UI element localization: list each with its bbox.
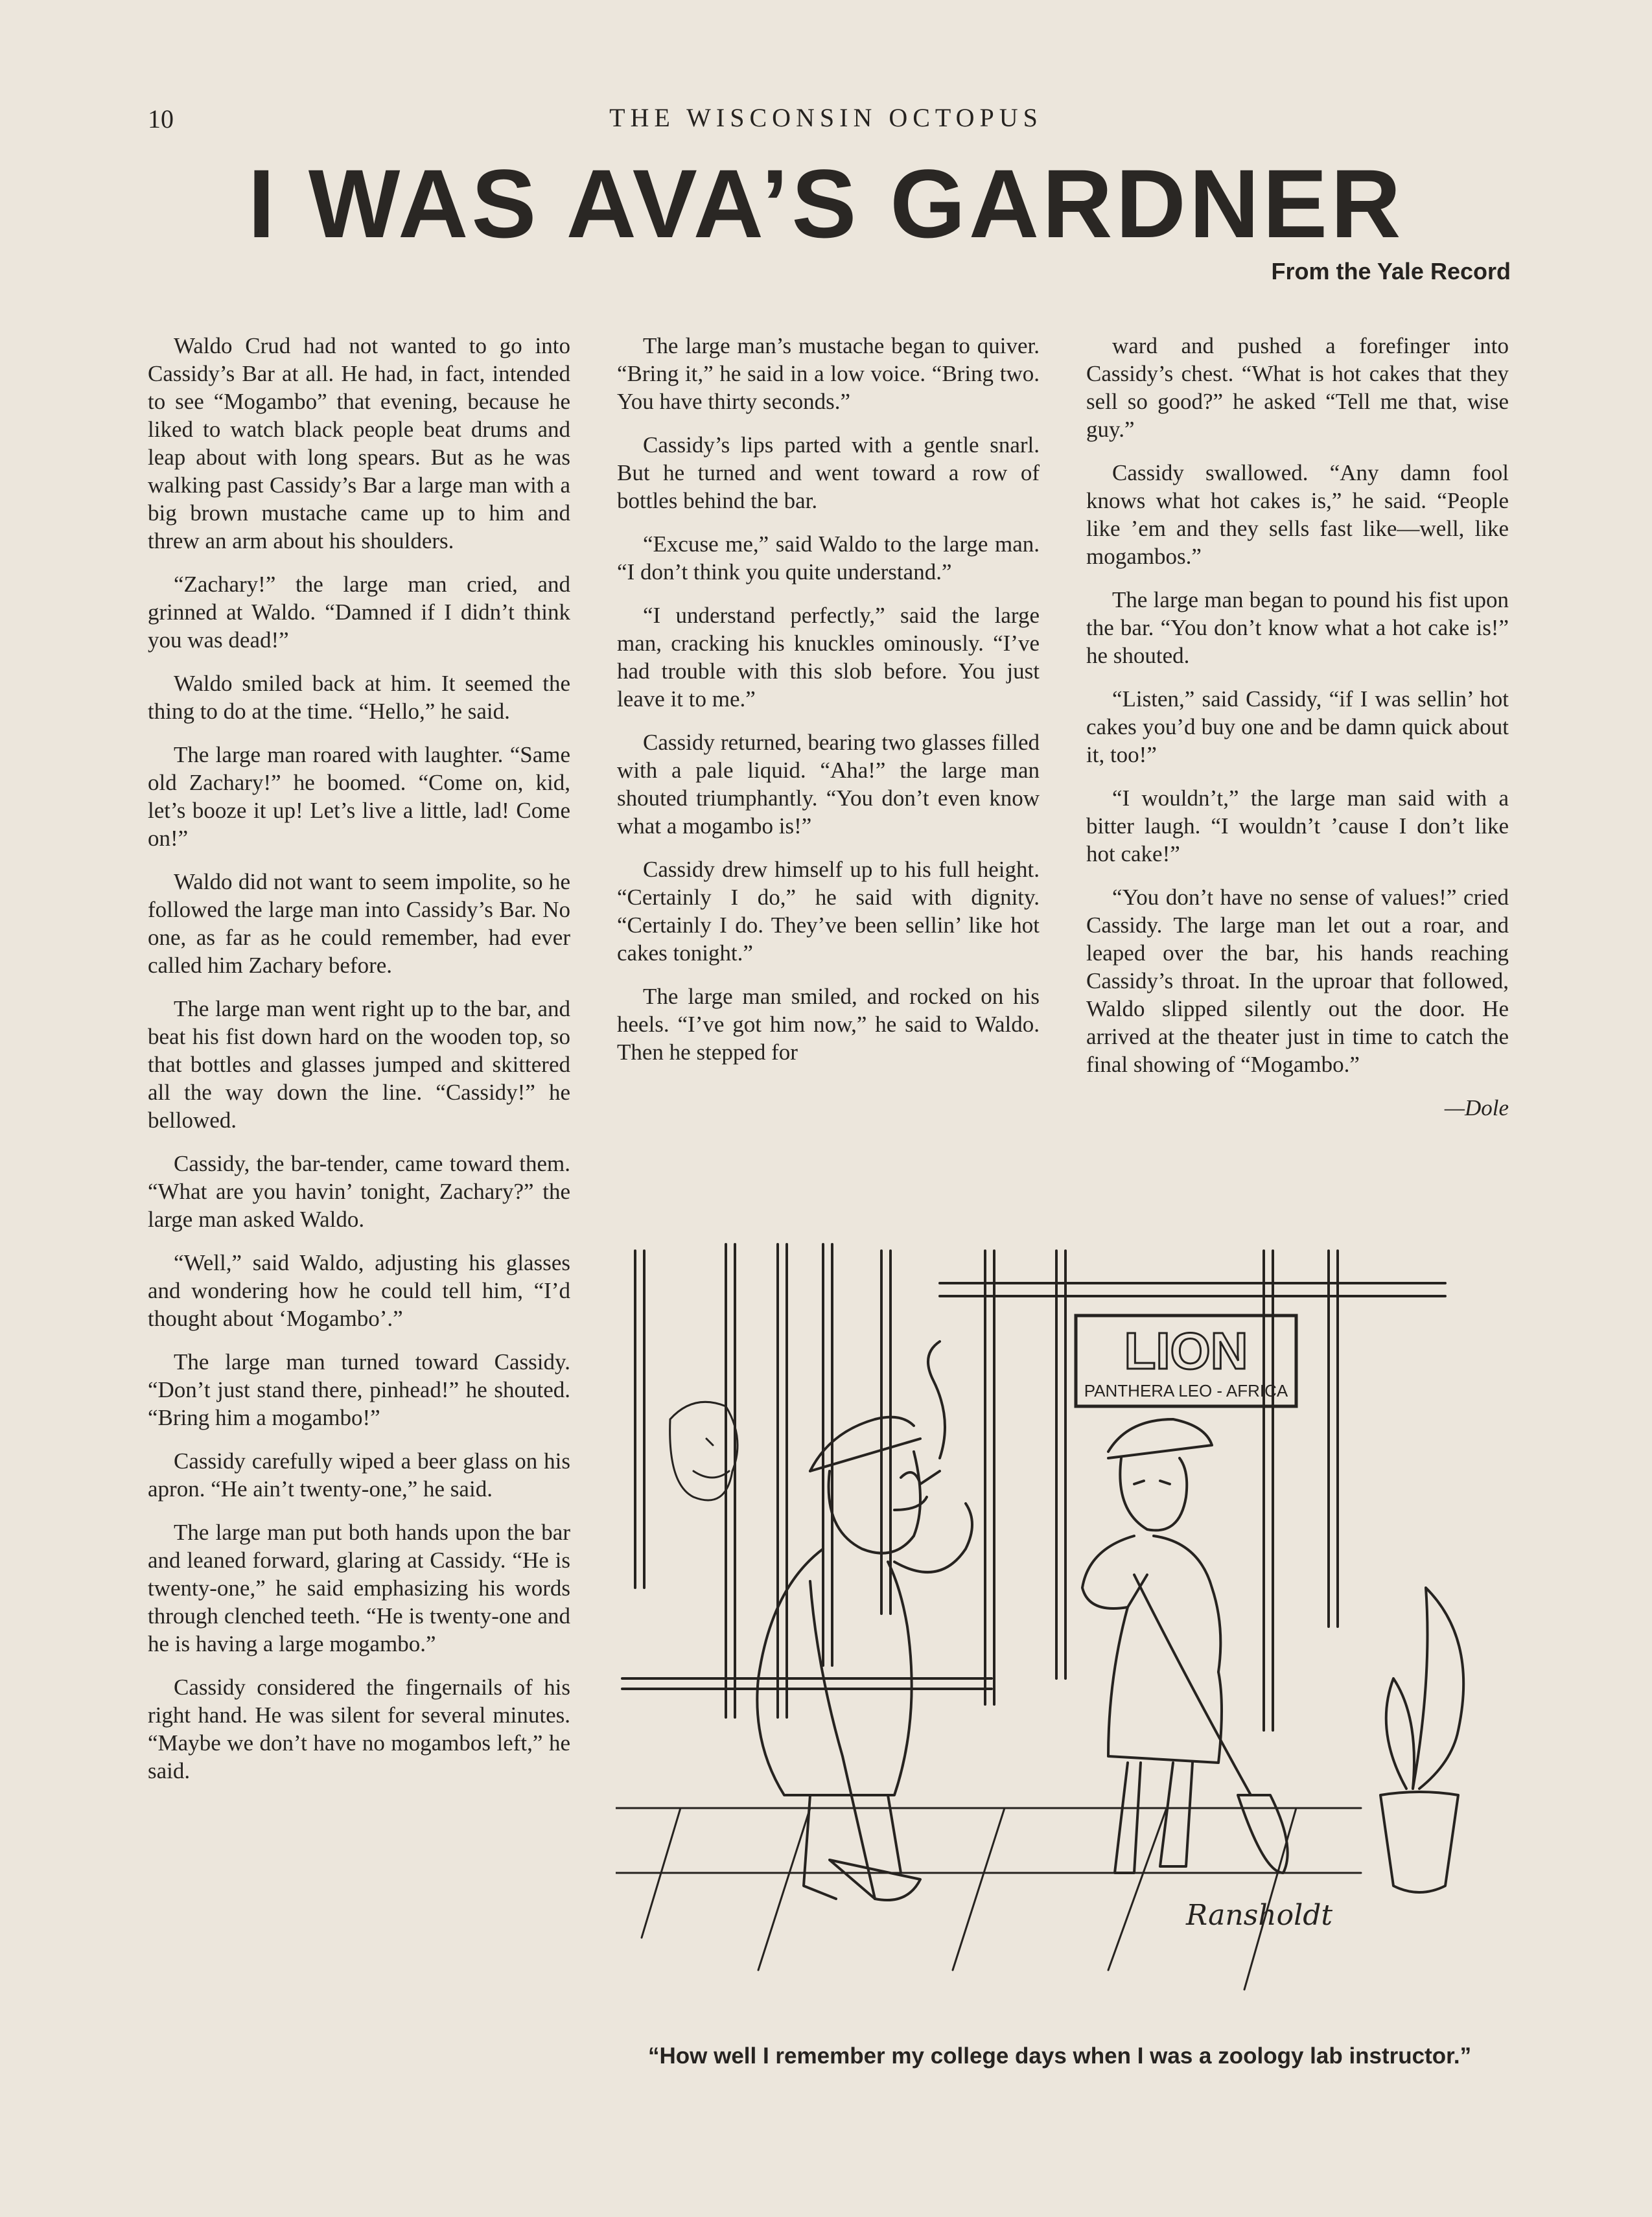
paragraph: Waldo did not want to seem impolite, so he followed the large man into Cassidy’s Bar. No one, as far as he could remember, had ever called him Zachary before.: [148, 869, 570, 978]
paragraph: ward and pushed a forefinger into Cassidy’s chest. “What is hot cakes that they sell so good?” he asked “Tell me that, wise guy.”: [1086, 333, 1509, 442]
paragraph: Cassidy considered the fingernails of his right hand. He was silent for several minutes. “Maybe we don’t have no mogambos left,” he said.: [148, 1675, 570, 1783]
paragraph: The large man began to pound his fist upon the bar. “You don’t know what a hot cake is!” he shouted.: [1086, 587, 1509, 668]
paragraph: Cassidy carefully wiped a beer glass on his apron. “He ain’t twenty-one,” he said.: [148, 1448, 570, 1502]
paragraph: Cassidy drew himself up to his full height. “Certainly I do,” he said with dignity. “Certainly I do. They’ve been sellin’ like hot cakes tonight.”: [617, 857, 1040, 966]
paragraph: “You don’t have no sense of values!” cried Cassidy. The large man let out a roar, and leaped over the bar, his hands reaching Cassidy’s throat. In the uproar that followed, Waldo slipped silently out the door. He arrived at the theater just in time to catch the final showing of “Mogambo.”: [1086, 885, 1509, 1077]
paragraph: “I understand perfectly,” said the large man, cracking his knuckles ominously. “I’ve had trouble with this slob before. You just leave it to me.”: [617, 603, 1040, 712]
paragraph: The large man turned toward Cassidy. “Don’t just stand there, pinhead!” he shouted. “Bring him a mogambo!”: [148, 1349, 570, 1430]
lion-face: [670, 1402, 738, 1500]
left-zookeeper: [757, 1341, 972, 1900]
cartoon-illustration: [616, 1225, 1510, 2035]
paragraph: “Zachary!” the large man cried, and grinned at Waldo. “Damned if I didn’t think you was dead!”: [148, 572, 570, 653]
paragraph: The large man roared with laughter. “Same old Zachary!” he boomed. “Come on, kid, let’s booze it up! Let’s live a little, lad! Come on!”: [148, 742, 570, 851]
paragraph: Cassidy swallowed. “Any damn fool knows what hot cakes is,” he said. “People like ’em and they sells fast like—well, like mogambos.”: [1086, 460, 1509, 569]
sign-subtitle: PANTHERA LEO - AFRICA: [1084, 1381, 1288, 1400]
paragraph: “Listen,” said Cassidy, “if I was sellin’ hot cakes you’d buy one and be damn quick about it, too!”: [1086, 686, 1509, 767]
author-signature: —Dole: [1444, 1095, 1509, 1120]
page-number: 10: [148, 104, 174, 133]
potted-plant: [1380, 1588, 1463, 1892]
paragraph: The large man put both hands upon the bar and leaned forward, glaring at Cassidy. “He is twenty-one,” he said emphasizing his words through clenched teeth. “He is twenty-one and he is having a large mogambo.”: [148, 1520, 570, 1656]
cartoon-drawing: [616, 1225, 1510, 2035]
magazine-name: THE WISCONSIN OCTOPUS: [609, 103, 1043, 132]
cartoon-caption: “How well I remember my college days when I was a zoology lab instructor.”: [648, 2043, 1472, 2069]
artist-signature: Ransholdt: [1186, 1899, 1333, 1932]
paragraph: Cassidy, the bar-tender, came toward them. “What are you havin’ tonight, Zachary?” the large man asked Waldo.: [148, 1151, 570, 1232]
paragraph: The large man’s mustache began to quiver. “Bring it,” he said in a low voice. “Bring two. You have thirty seconds.”: [617, 333, 1040, 414]
paragraph: The large man went right up to the bar, and beat his fist down hard on the wooden top, so that bottles and glasses jumped and skittered all the way down the line. “Cassidy!” he bellowed.: [148, 996, 570, 1133]
article-source: From the Yale Record: [1271, 258, 1511, 284]
article-title: I WAS AVA’S GARDNER: [248, 149, 1404, 258]
paragraph: “I wouldn’t,” the large man said with a bitter laugh. “I wouldn’t ’cause I don’t like hot cake!”: [1086, 785, 1509, 866]
paragraph: Cassidy’s lips parted with a gentle snarl. But he turned and went toward a row of bottles behind the bar.: [617, 432, 1040, 513]
paragraph: Cassidy returned, bearing two glasses filled with a pale liquid. “Aha!” the large man shouted triumphantly. “You don’t even know what a mogambo is!”: [617, 730, 1040, 839]
paragraph: The large man smiled, and rocked on his heels. “I’ve got him now,” he said to Waldo. Then he stepped for: [617, 984, 1040, 1065]
cage-bars: [622, 1244, 1445, 1730]
paragraph: “Well,” said Waldo, adjusting his glasses and wondering how he could tell him, “I’d thought about ‘Mogambo’.”: [148, 1250, 570, 1331]
article-column-3: [1086, 332, 1509, 1137]
article-column-2: [617, 332, 1040, 1082]
paragraph: Waldo Crud had not wanted to go into Cassidy’s Bar at all. He had, in fact, intended to see “Mogambo” that evening, because he liked to watch black people beat drums and leap about with long spears. But as he was walking past Cassidy’s Bar a large man with a big brown mustache came up to him and threw an arm about his shoulders.: [148, 333, 570, 553]
sign-title: LION: [1124, 1322, 1248, 1380]
right-zookeeper: [1082, 1419, 1288, 1873]
paragraph: Waldo smiled back at him. It seemed the thing to do at the time. “Hello,” he said.: [148, 671, 570, 724]
paragraph: “Excuse me,” said Waldo to the large man. “I don’t think you quite understand.”: [617, 531, 1040, 585]
article-column-1: [148, 332, 570, 1800]
